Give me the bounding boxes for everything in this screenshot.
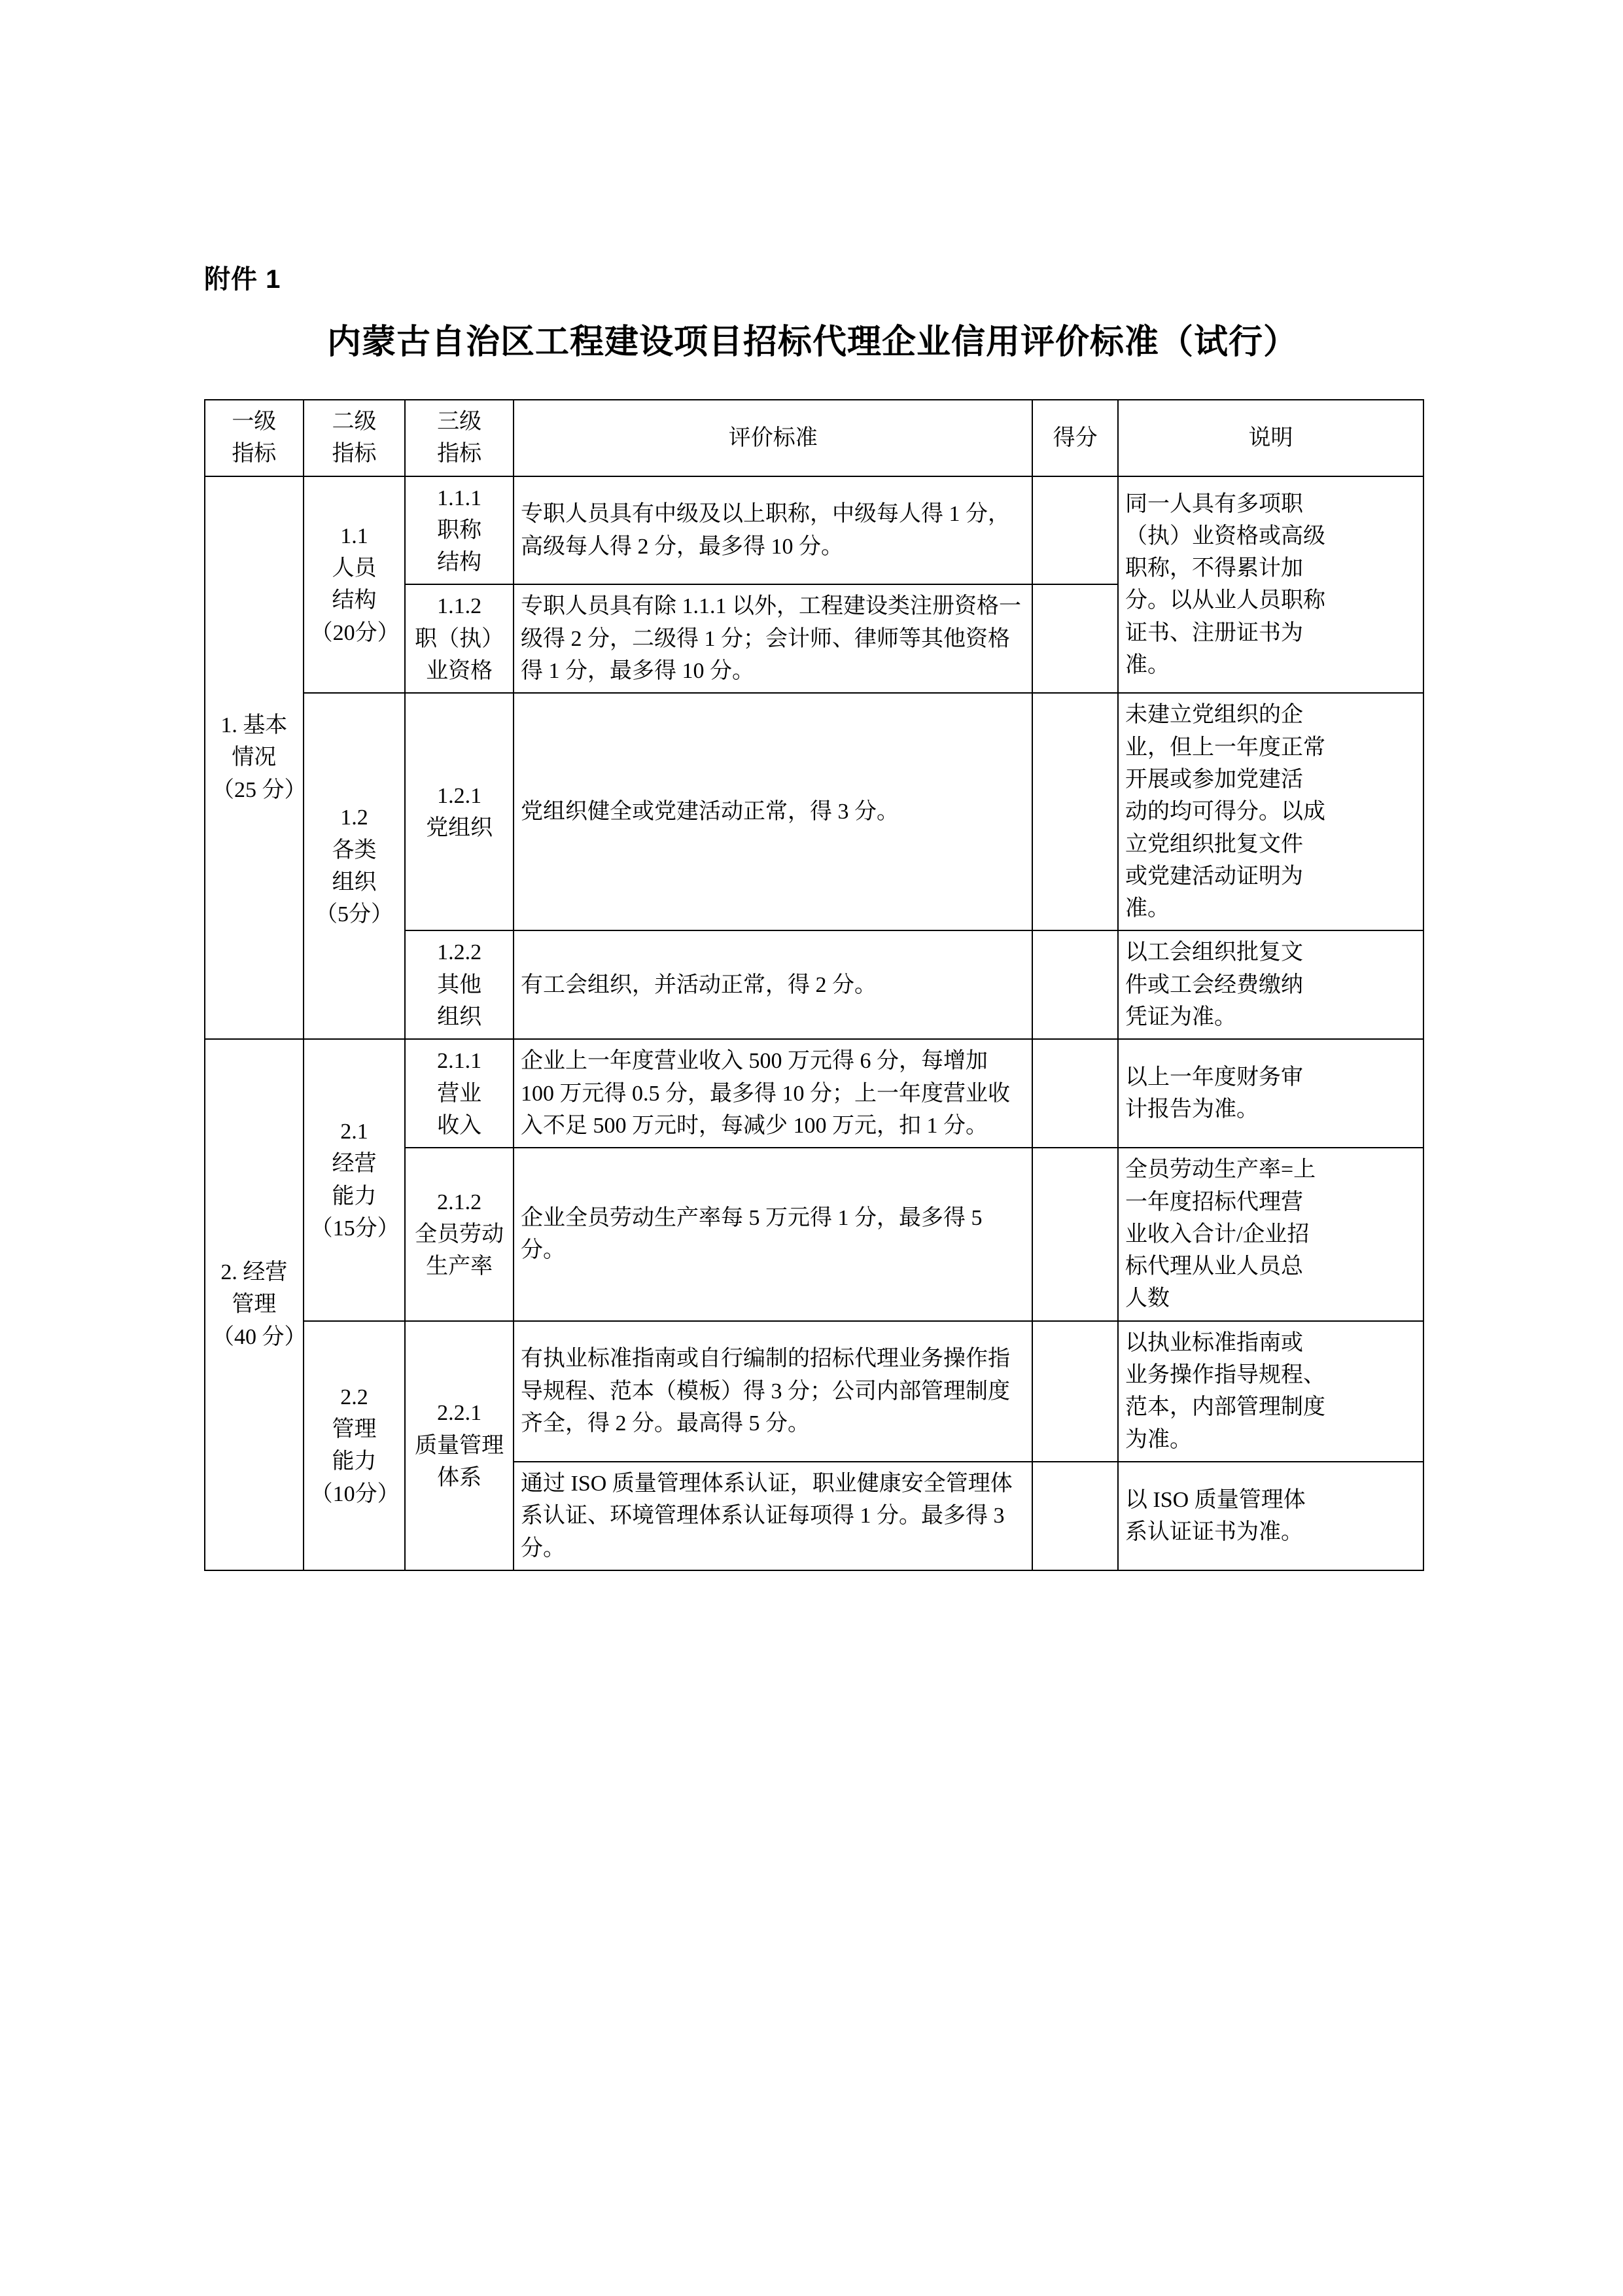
cell-score-1-2-1 xyxy=(1032,693,1118,930)
cell-level3-labor-productivity: 2.1.2 全员劳动 生产率 xyxy=(405,1148,514,1320)
cell-level3-professional-qualification: 1.1.2 职（执） 业资格 xyxy=(405,584,514,693)
cell-note-2-2-1a: 以执业标准指南或 业务操作指导规程、 范本，内部管理制度 为准。 xyxy=(1118,1321,1423,1462)
cell-score-1-2-2 xyxy=(1032,930,1118,1039)
cell-score-2-1-2 xyxy=(1032,1148,1118,1320)
cell-note-1-2-2: 以工会组织批复文 件或工会经费缴纳 凭证为准。 xyxy=(1118,930,1423,1039)
cell-score-2-2-1a xyxy=(1032,1321,1118,1462)
header-level2: 二级 指标 xyxy=(304,400,406,476)
table-row xyxy=(205,1039,1423,1148)
cell-note-1-1: 同一人具有多项职 （执）业资格或高级 职称，不得累计加 分。以从业人员职称 证书、注册证书为 准。 xyxy=(1118,476,1423,694)
cell-level3-revenue: 2.1.1 营业 收入 xyxy=(405,1039,514,1148)
cell-note-2-2-1b: 以 ISO 质量管理体 系认证证书为准。 xyxy=(1118,1462,1423,1570)
cell-note-2-1-2: 全员劳动生产率=上 一年度招标代理营 业收入合计/企业招 标代理从业人员总 人数 xyxy=(1118,1148,1423,1320)
cell-level1-operation-management: 2. 经营 管理 （40 分） xyxy=(205,1039,304,1570)
cell-standard-2-1-1: 企业上一年度营业收入 500 万元得 6 分，每增加 100 万元得 0.5 分，最多得 10 分；上一年度营业收入不足 500 万元时，每减少 100 万元，扣 1 分。 xyxy=(514,1039,1032,1148)
header-standard: 评价标准 xyxy=(514,400,1032,476)
cell-score-1-1-1 xyxy=(1032,476,1118,585)
cell-level2-organizations: 1.2 各类 组织 （5分） xyxy=(304,693,406,1039)
cell-level3-quality-management-system: 2.2.1 质量管理 体系 xyxy=(405,1321,514,1570)
page-title: 内蒙古自治区工程建设项目招标代理企业信用评价标准（试行） xyxy=(326,323,1298,361)
header-note: 说明 xyxy=(1118,400,1423,476)
cell-level1-basic-info: 1. 基本 情况 （25 分） xyxy=(205,476,304,1040)
header-level3: 三级 指标 xyxy=(405,400,514,476)
table-header-row xyxy=(205,400,1423,476)
cell-level3-other-organization: 1.2.2 其他 组织 xyxy=(405,930,514,1039)
table-row xyxy=(205,476,1423,585)
cell-level2-personnel-structure: 1.1 人员 结构 （20分） xyxy=(304,476,406,694)
cell-standard-1-2-2: 有工会组织，并活动正常，得 2 分。 xyxy=(514,930,1032,1039)
cell-standard-2-1-2: 企业全员劳动生产率每 5 万元得 1 分，最多得 5 分。 xyxy=(514,1148,1032,1320)
cell-standard-1-1-2: 专职人员具有除 1.1.1 以外，工程建设类注册资格一级得 2 分，二级得 1 分；会计师、律师等其他资格得 1 分，最多得 10 分。 xyxy=(514,584,1032,693)
credit-evaluation-criteria-table xyxy=(204,399,1424,1571)
cell-standard-2-2-1a: 有执业标准指南或自行编制的招标代理业务操作指导规程、范本（模板）得 3 分；公司内部管理制度齐全，得 2 分。最高得 5 分。 xyxy=(514,1321,1032,1462)
cell-standard-2-2-1b: 通过 ISO 质量管理体系认证，职业健康安全管理体系认证、环境管理体系认证每项得 1 分。最多得 3 分。 xyxy=(514,1462,1032,1570)
cell-score-2-1-1 xyxy=(1032,1039,1118,1148)
header-score: 得分 xyxy=(1032,400,1118,476)
cell-level3-party-organization: 1.2.1 党组织 xyxy=(405,693,514,930)
table-row xyxy=(205,1321,1423,1462)
cell-level2-management-capability: 2.2 管理 能力 （10分） xyxy=(304,1321,406,1570)
cell-level2-operation-capability: 2.1 经营 能力 （15分） xyxy=(304,1039,406,1320)
attachment-label: 附件 1 xyxy=(204,265,281,294)
cell-score-1-1-2 xyxy=(1032,584,1118,693)
cell-note-2-1-1: 以上一年度财务审 计报告为准。 xyxy=(1118,1039,1423,1148)
header-level1: 一级 指标 xyxy=(205,400,304,476)
cell-level3-title-structure: 1.1.1 职称 结构 xyxy=(405,476,514,585)
cell-score-2-2-1b xyxy=(1032,1462,1118,1570)
table-row xyxy=(205,693,1423,930)
cell-standard-1-2-1: 党组织健全或党建活动正常，得 3 分。 xyxy=(514,693,1032,930)
cell-note-1-2-1: 未建立党组织的企 业，但上一年度正常 开展或参加党建活 动的均可得分。以成 立党组织批复文件 或党建活动证明为 准。 xyxy=(1118,693,1423,930)
cell-standard-1-1-1: 专职人员具有中级及以上职称，中级每人得 1 分，高级每人得 2 分，最多得 10 分。 xyxy=(514,476,1032,585)
